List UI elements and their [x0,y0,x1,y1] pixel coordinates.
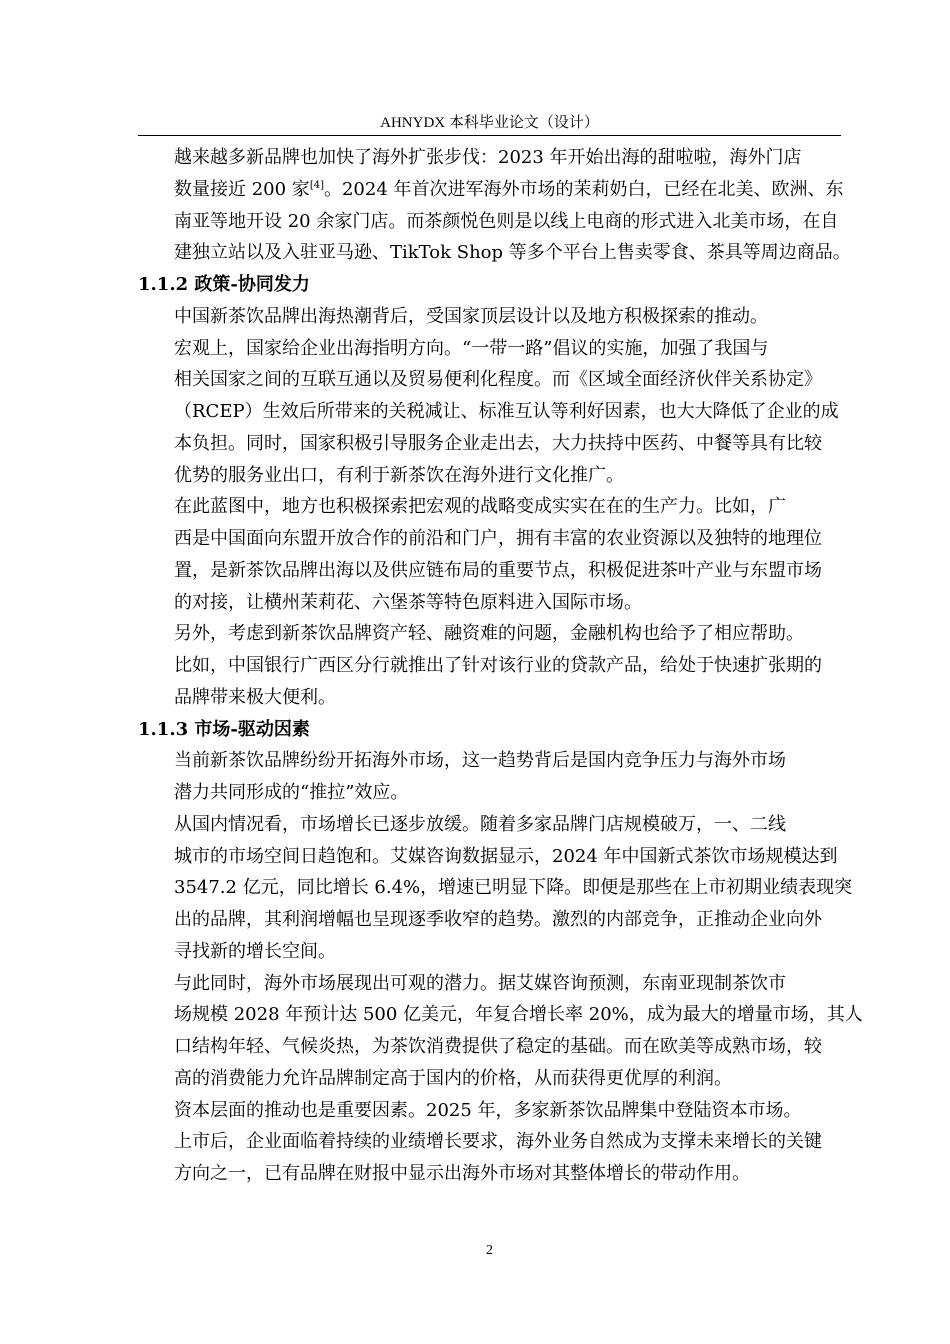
section-heading [138,269,841,301]
text-line: 宏观上，国家给企业出海指明方向。“一带一路”倡议的实施，加强了我国与 [174,337,769,359]
text-line: 出的品牌，其利润增幅也呈现逐季收窄的趋势。激烈的内部竞争，正推动企业向外 [174,909,822,930]
body-paragraph [138,301,841,333]
text-line: 1.1.2 政策-协同发力 [138,274,310,295]
text-line: 口结构年轻、气候炎热，为茶饮消费提供了稳定的基础。而在欧美等成熟市场，较 [174,1036,822,1057]
text-line: 寻找新的增长空间。 [174,940,336,962]
text-line: 相关国家之间的互联互通以及贸易便利化程度。而《区域全面经济伙伴关系协定》 [174,369,822,391]
body-paragraph [138,809,853,968]
section-heading [138,714,841,746]
citation-reference: [4] [309,179,324,191]
running-header: AHNYDX 本科毕业论文（设计） [380,115,599,131]
body-paragraph [138,142,851,269]
text-line: 本负担。同时，国家积极引导服务企业走出去，大力扶持中医药、中餐等具有比较 [174,432,822,454]
text-line: 潜力共同形成的“推拉”效应。 [174,782,409,803]
text-line: 从国内情况看，市场增长已逐步放缓。随着多家品牌门店规模破万，一、二线 [174,813,786,835]
body-paragraph [138,491,841,618]
text-line: 的对接，让横州茉莉花、六堡茶等特色原料进入国际市场。 [174,591,642,613]
body-paragraph [138,618,841,713]
header-divider [138,135,841,136]
text-line: 比如，中国银行广西区分行就推出了针对该行业的贷款产品，给处于快速扩张期的 [174,655,822,676]
text-line: 置，是新茶饮品牌出海以及供应链布局的重要节点，积极促进茶叶产业与东盟市场 [174,559,822,581]
text-line: （RCEP）生效后所带来的关税减让、标准互认等利好因素，也大大降低了企业的成 [174,401,839,422]
text-line: 与此同时，海外市场展现出可观的潜力。据艾媒咨询预测，东南亚现制茶饮市 [174,972,786,994]
text-line: 南亚等地开设 20 余家门店。而茶颜悦色则是以线上电商的形式进入北美市场，在自 [174,210,839,232]
page-number: 2 [486,1243,493,1258]
text-line: 当前新茶饮品牌纷纷开拓海外市场，这一趋势背后是国内竞争压力与海外市场 [174,750,786,772]
text-line: 场规模 2028 年预计达 500 亿美元，年复合增长率 20%，成为最大的增量市场，其人 [174,1004,863,1026]
text-line: 优势的服务业出口，有利于新茶饮在海外进行文化推广。 [174,464,624,486]
body-paragraph [138,968,863,1095]
text-line: 3547.2 亿元，同比增长 6.4%，增速已明显下降。即便是那些在上市初期业绩表现突 [174,877,853,899]
text-line: 上市后，企业面临着持续的业绩增长要求，海外业务自然成为支撑未来增长的关键 [174,1131,822,1153]
text-line: 在此蓝图中，地方也积极探索把宏观的战略变成实实在在的生产力。比如，广 [174,496,786,518]
body-paragraph [138,1095,841,1190]
text-line: 建独立站以及入驻亚马逊、TikTok Shop 等多个平台上售卖零食、茶具等周边商品。 [174,242,851,264]
text-line: 另外，考虑到新茶饮品牌资产轻、融资难的问题，金融机构也给予了相应帮助。 [174,623,804,645]
body-paragraph [138,745,841,809]
text-line: 1.1.3 市场-驱动因素 [138,718,310,740]
document-body [138,142,863,1190]
text-line: 高的消费能力允许品牌制定高于国内的价格，从而获得更优厚的利润。 [174,1067,732,1089]
text-line: 城市的市场空间日趋饱和。艾媒咨询数据显示，2024 年中国新式茶饮市场规模达到 [174,845,838,867]
text-line: 资本层面的推动也是重要因素。2025 年，多家新茶饮品牌集中登陆资本市场。 [174,1099,802,1121]
text-line: 数量接近 200 家[4]。2024 年首次进军海外市场的茉莉奶白，已经在北美、欧洲、东 [174,178,844,200]
text-line: 越来越多新品牌也加快了海外扩张步伐：2023 年开始出海的甜啦啦，海外门店 [174,147,802,168]
text-line: 西是中国面向东盟开放合作的前沿和门户，拥有丰富的农业资源以及独特的地理位 [174,528,822,549]
body-paragraph [138,333,841,492]
text-line: 方向之一，已有品牌在财报中显示出海外市场对其整体增长的带动作用。 [174,1163,750,1184]
text-line: 中国新茶饮品牌出海热潮背后，受国家顶层设计以及地方积极探索的推动。 [174,305,768,327]
text-line: 品牌带来极大便利。 [174,686,336,708]
